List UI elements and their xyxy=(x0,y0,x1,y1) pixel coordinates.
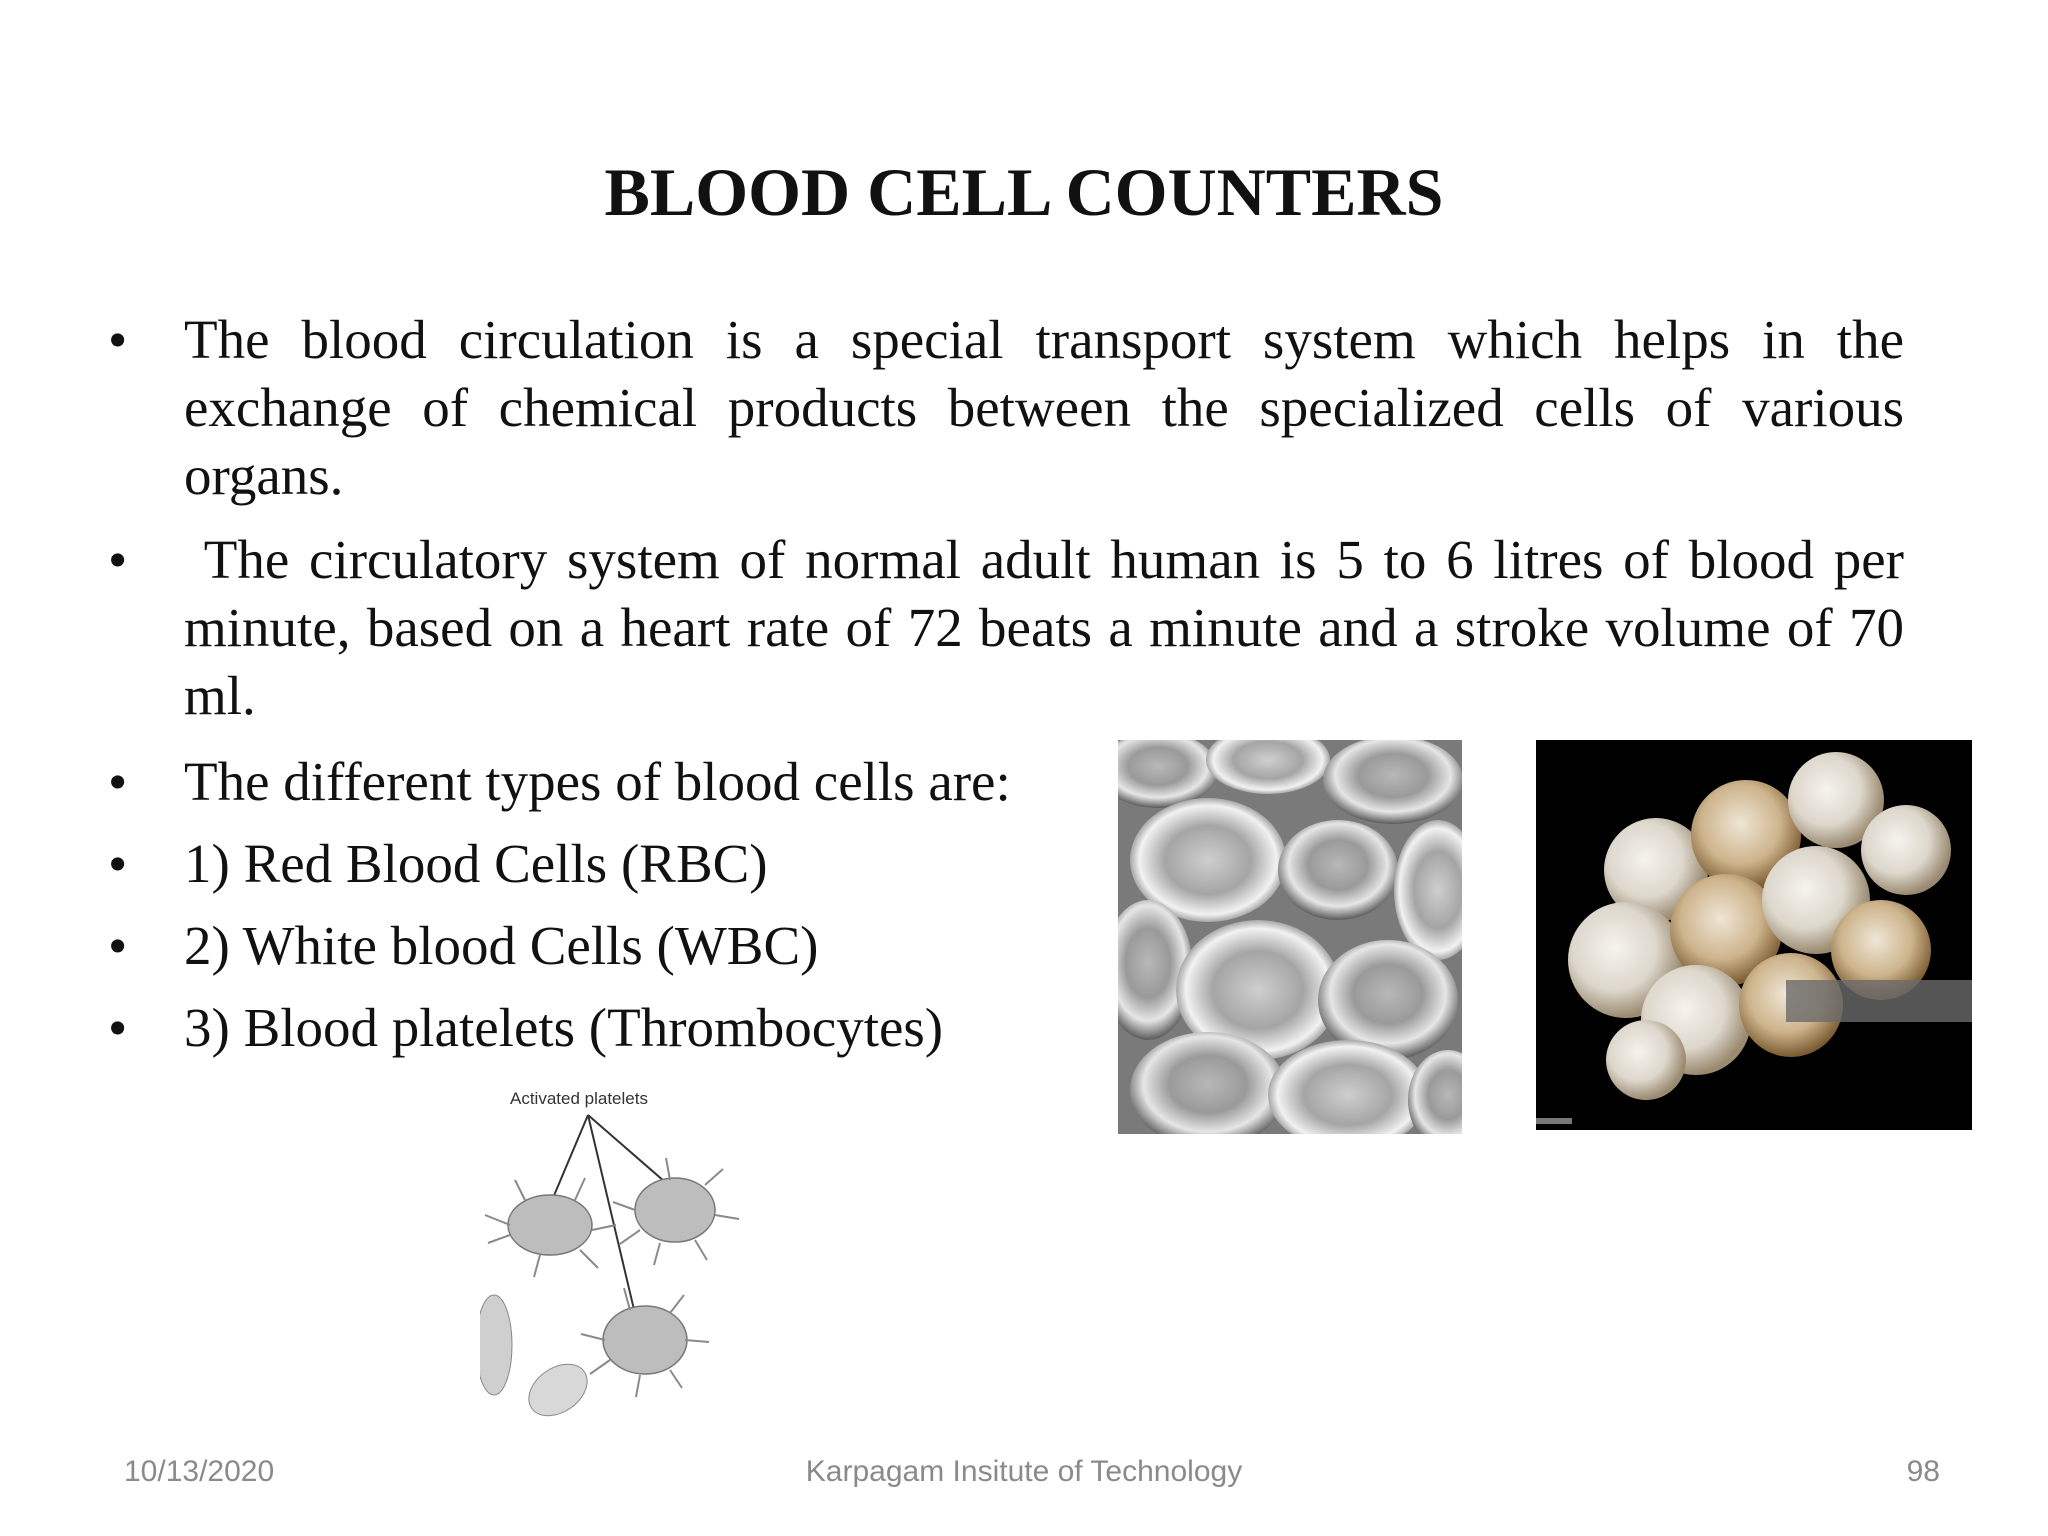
bullet-item-circulatory-system: The circulatory system of normal adult human is 5 to 6 litres of blood per minute, based on a heart rate of 72 beats a minute and a stroke volume of 70 ml. xyxy=(184,529,1918,726)
bullet-item-rbc: 1) Red Blood Cells (RBC) xyxy=(184,833,768,894)
bullet-item-circulation: The blood circulation is a special transport system which helps in the exchange of chemical products between the specialized cells of various organs. xyxy=(184,309,1904,506)
footer-date: 10/13/2020 xyxy=(124,1455,275,1488)
white-blood-cells-icon xyxy=(1536,740,1972,1130)
platelets-illustration xyxy=(480,1085,770,1425)
footer-institution: Karpagam Insitute of Technology xyxy=(805,1455,1243,1488)
footer-page-number: 98 xyxy=(1906,1455,1940,1488)
bullet-marker: • xyxy=(108,309,128,370)
bullet-marker: • xyxy=(108,997,128,1058)
slide-title: BLOOD CELL COUNTERS xyxy=(604,154,1444,230)
bullet-item-wbc: 2) White blood Cells (WBC) xyxy=(184,915,819,976)
bullet-marker: • xyxy=(108,529,128,590)
red-blood-cells-icon xyxy=(1118,740,1462,1134)
bullet-marker: • xyxy=(108,833,128,894)
bullet-item-platelets: 3) Blood platelets (Thrombocytes) xyxy=(184,997,944,1058)
bullet-item-types: The different types of blood cells are: xyxy=(184,751,1011,812)
bullet-marker: • xyxy=(108,751,128,812)
red-blood-cells-photo xyxy=(1118,740,1462,1134)
bullet-marker: • xyxy=(108,915,128,976)
white-blood-cells-photo xyxy=(1536,740,1972,1130)
platelets-label: Activated platelets xyxy=(510,1089,648,1108)
activated-platelets-icon xyxy=(480,1085,770,1425)
